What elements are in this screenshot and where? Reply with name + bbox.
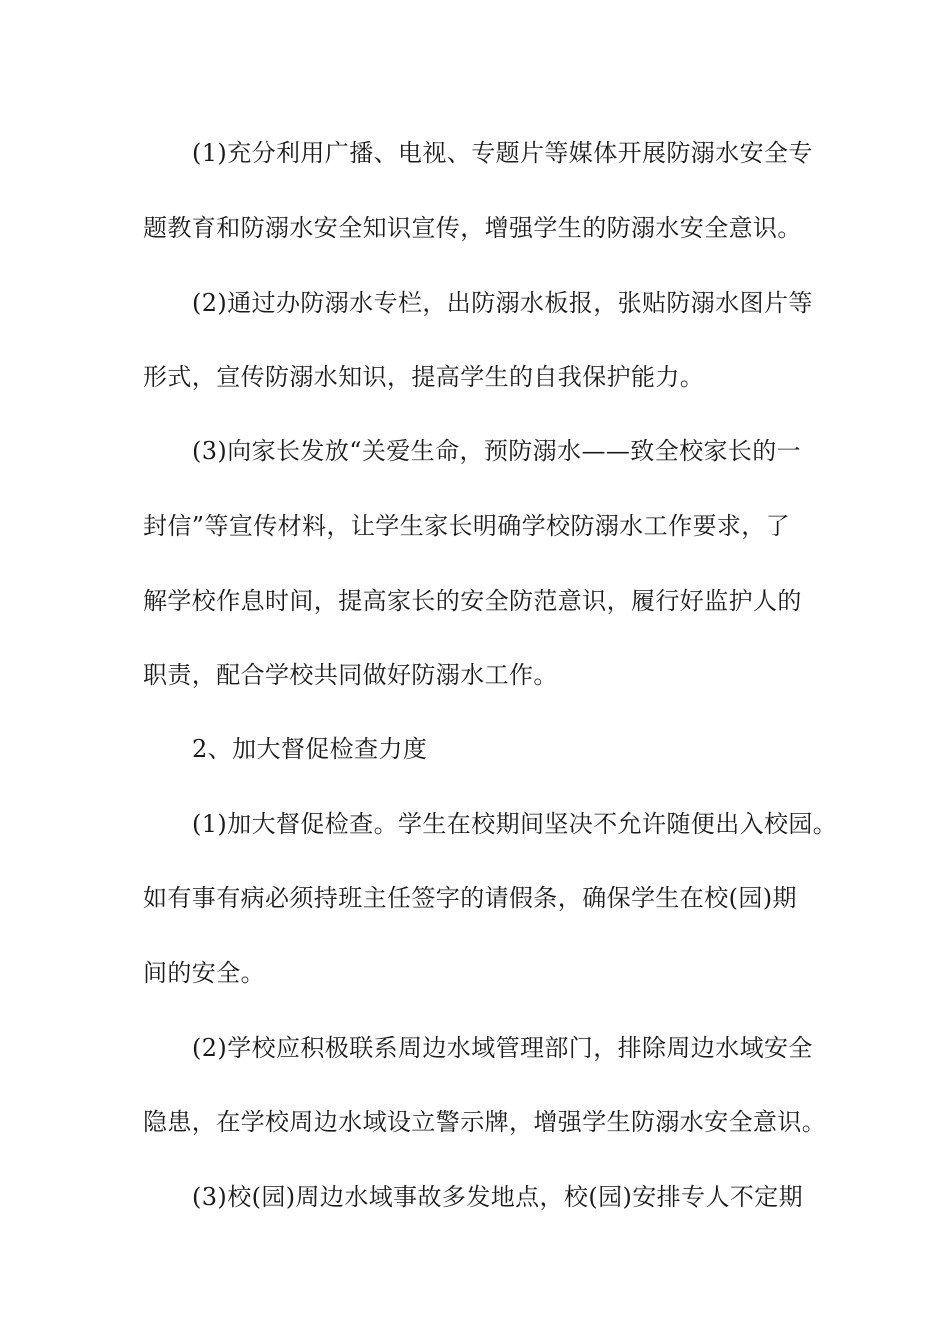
paragraph-3-line-2: 封信”等宣传材料，让学生家长明确学校防溺水工作要求，了 [143,512,791,540]
paragraph-5-line-2: 隐患，在学校周边水域设立警示牌，增强学生防溺水安全意识。 [143,1108,827,1136]
paragraph-1-line-1: (1)充分利用广播、电视、专题片等媒体开展防溺水安全专 [192,139,813,167]
paragraph-4-line-2: 如有事有病必须持班主任签字的请假条，确保学生在校(园)期 [143,884,797,912]
paragraph-2-line-1: (2)通过办防溺水专栏，出防溺水板报，张贴防溺水图片等 [192,289,813,317]
paragraph-4-line-3: 间的安全。 [143,959,265,987]
paragraph-6-line-1: (3)校(园)周边水域事故多发地点，校(园)安排专人不定期 [192,1183,804,1211]
paragraph-3-line-4: 职责，配合学校共同做好防溺水工作。 [143,661,558,689]
paragraph-1-line-2: 题教育和防溺水安全知识宣传，增强学生的防溺水安全意识。 [143,214,802,242]
section-heading: 2、加大督促检查力度 [192,735,428,763]
paragraph-2-line-2: 形式，宣传防溺水知识，提高学生的自我保护能力。 [143,363,705,391]
paragraph-5-line-1: (2)学校应积极联系周边水域管理部门，排除周边水域安全 [192,1034,813,1062]
paragraph-4-line-1: (1)加大督促检查。学生在校期间坚决不允许随便出入校园。 [192,810,838,838]
paragraph-3-line-1: (3)向家长发放“关爱生命，预防溺水——致全校家长的一 [192,437,802,465]
paragraph-3-line-3: 解学校作息时间，提高家长的安全防范意识，履行好监护人的 [143,587,802,615]
